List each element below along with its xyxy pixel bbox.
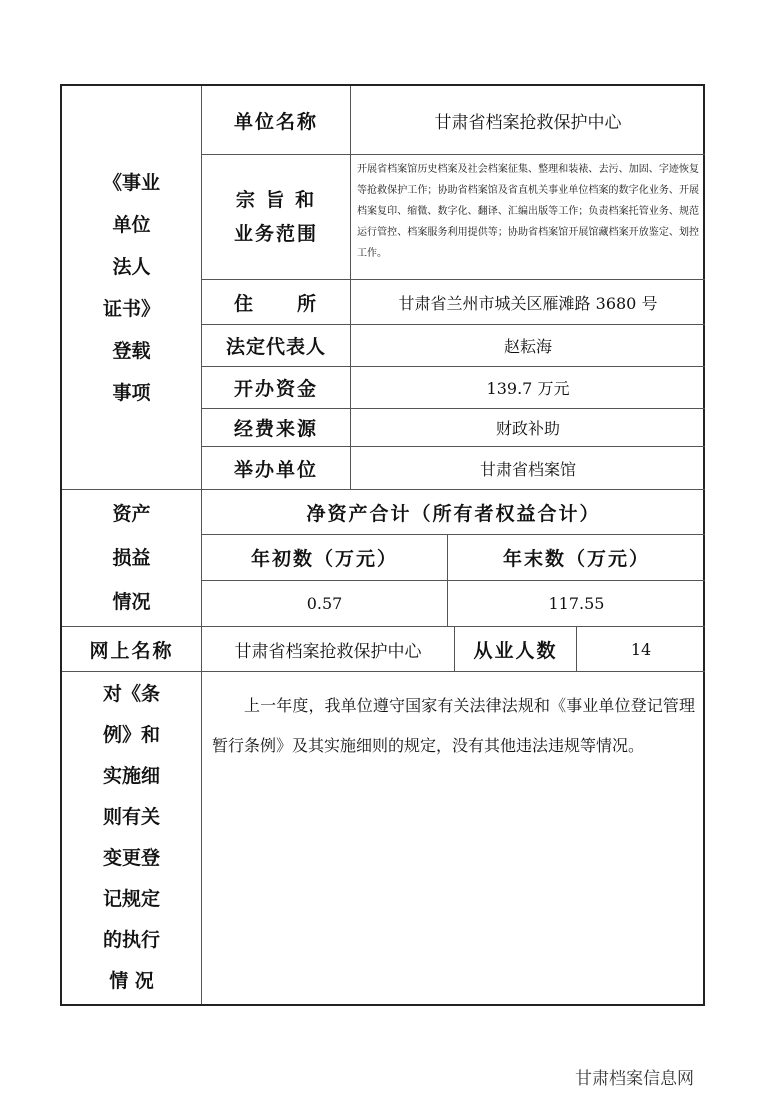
site-watermark: 甘肃档案信息网 bbox=[575, 1069, 694, 1089]
net-assets-header: 净资产合计（所有者权益合计） bbox=[202, 490, 705, 535]
label-line: 变更登 bbox=[102, 847, 160, 869]
label-line: 则有关 bbox=[102, 806, 160, 828]
sponsor-label: 举办单位 bbox=[202, 447, 351, 490]
scope-value: 开展省档案馆历史档案及社会档案征集、整理和装裱、去污、加固、字迹恢复等抢救保护工作；协助省档案馆及省直机关事业单位档案的数字化业务、开展档案复印、缩微、数字化、翻译、汇编出版等工作；负责档案托管业务、规范运行管控、档案服务利用提供等；协助省档案馆开展馆藏档案开放鉴定、划控工作。 bbox=[351, 155, 705, 280]
funding-label: 经费来源 bbox=[202, 409, 351, 447]
legal-rep-label: 法定代表人 bbox=[202, 325, 351, 367]
online-name-value: 甘肃省档案抢救保护中心 bbox=[202, 627, 455, 672]
label-line: 登载 bbox=[112, 339, 151, 362]
unit-name-label: 单位名称 bbox=[202, 86, 351, 155]
compliance-text: 上一年度，我单位遵守国家有关法律法规和《事业单位登记管理暂行条例》及其实施细则的规定，没有其他违法违规等情况。 bbox=[212, 696, 695, 755]
registration-section-label bbox=[62, 86, 202, 490]
begin-year-value: 0.57 bbox=[202, 581, 448, 627]
capital-label: 开办资金 bbox=[202, 367, 351, 409]
label-line: 证书》 bbox=[102, 297, 160, 320]
label-line: 损益 bbox=[112, 547, 151, 569]
label-line: 情况 bbox=[112, 591, 151, 613]
funding-value: 财政补助 bbox=[351, 409, 705, 447]
label-line: 事项 bbox=[112, 381, 151, 404]
label-line: 例》和 bbox=[102, 724, 160, 746]
staff-count-value: 14 bbox=[577, 627, 705, 672]
label-line: 资产 bbox=[112, 503, 151, 525]
annual-report-form bbox=[60, 84, 705, 1006]
label-line: 法人 bbox=[112, 255, 151, 278]
label-line: 《事业 bbox=[102, 171, 160, 194]
online-name-label: 网上名称 bbox=[62, 627, 202, 672]
assets-section-label bbox=[62, 490, 202, 627]
label-line: 的执行 bbox=[102, 929, 160, 951]
scope-label bbox=[202, 155, 351, 280]
scope-label-line: 业务范围 bbox=[233, 223, 318, 245]
address-label: 住 所 bbox=[202, 280, 351, 325]
scope-label-line: 宗 旨 和 bbox=[235, 189, 317, 211]
begin-year-label: 年初数（万元） bbox=[202, 535, 448, 581]
capital-value: 139.7 万元 bbox=[351, 367, 705, 409]
label-line: 对《条 bbox=[102, 683, 160, 705]
end-year-label: 年末数（万元） bbox=[448, 535, 705, 581]
label-line: 单位 bbox=[112, 213, 151, 236]
label-line: 实施细 bbox=[102, 765, 160, 787]
label-line: 记规定 bbox=[102, 888, 160, 910]
end-year-value: 117.55 bbox=[448, 581, 705, 627]
compliance-section-label bbox=[62, 672, 202, 1004]
staff-count-label: 从业人数 bbox=[455, 627, 577, 672]
unit-name-value: 甘肃省档案抢救保护中心 bbox=[351, 86, 705, 155]
sponsor-value: 甘肃省档案馆 bbox=[351, 447, 705, 490]
label-line: 情 况 bbox=[109, 970, 154, 992]
legal-rep-value: 赵耘海 bbox=[351, 325, 705, 367]
address-value: 甘肃省兰州市城关区雁滩路 3680 号 bbox=[351, 280, 705, 325]
